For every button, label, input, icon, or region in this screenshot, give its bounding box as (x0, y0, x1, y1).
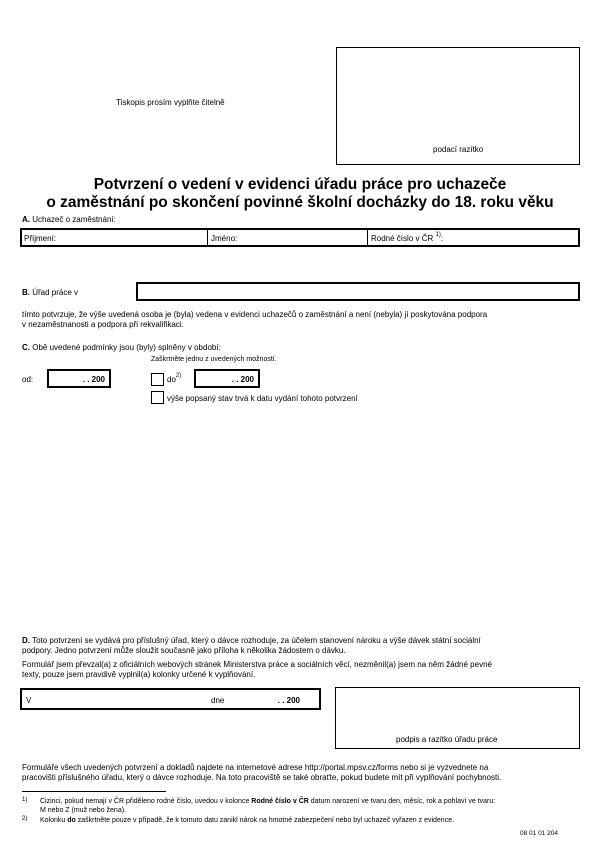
birth-number-field[interactable]: Rodné číslo v ČR $^{1)}$: (371, 232, 444, 243)
ongoing-label: výše popsaný stav trvá k datu vydání tohoto potvrzení (167, 394, 358, 403)
footnote-2-text: Kolonku do zaškrtněte pouze v případě, že k tomuto datu zanikl nárok na hmotné zabezpečení nebo byl uchazeč vyřazen z evidence. (40, 817, 455, 824)
from-date-value: . . 200 (82, 375, 105, 384)
section-d-line1: D. Toto potvrzení se vydává pro příslušný úřad, který o dávce rozhoduje, za účelem stanovení nároku a výše dávek státní sociální (22, 636, 481, 645)
from-date-field[interactable] (47, 369, 111, 388)
surname-field[interactable]: Příjmení: (24, 234, 57, 243)
form-note-line2: texty, pouze jsem pravdivě vyplnil(a) kolonky určené k vyplňování. (22, 670, 256, 679)
filing-stamp-label: podací razítko (433, 145, 484, 154)
to-date-value: . . 200 (231, 375, 254, 384)
to-date-field[interactable] (194, 369, 260, 388)
section-a-heading: A. Uchazeč o zaměstnání: (22, 215, 116, 224)
page-title-line1: Potvrzení o vedení v evidenci úřadu práce pro uchazeče (93, 176, 507, 193)
signature-stamp-box[interactable] (335, 687, 580, 749)
section-b-statement-line1: tímto potvrzuje, že výše uvedená osoba je (byla) vedena v evidenci uchazečů o zaměstnání a není (nebyla) jí poskytována podpora (22, 310, 488, 319)
firstname-field[interactable]: Jméno: (211, 234, 238, 243)
section-b-heading: B. Úřad práce v (22, 288, 79, 297)
place-field[interactable]: V (26, 696, 32, 705)
form-code: 08 01 01 204 (520, 830, 558, 837)
section-b-statement-line2: v nezaměstnanosti a podpora při rekvalifikaci. (22, 320, 184, 329)
ongoing-checkbox[interactable] (151, 391, 164, 404)
page-title-line2: o zaměstnání po skončení povinné školní docházky do 18. roku věku (46, 194, 554, 211)
footnote-2-mark: 2) (22, 816, 28, 822)
footnote-1-mark: 1) (22, 797, 28, 803)
date-field[interactable]: . . 200 (277, 696, 300, 705)
form-note-line1: Formulář jsem převzal(a) z oficiálních webových stránek Ministerstva práce a sociálních věcí, nezměnil(a) jsem na něm žádné pevné (22, 660, 492, 669)
date-label: dne (211, 696, 225, 705)
fill-legibly-instruction: Tiskopis prosím vyplňte čitelně (116, 98, 225, 107)
footnote-1-line2: M nebo Z (muž nebo žena). (40, 807, 126, 814)
footer-note-line2: pracovišti příslušného úřadu, který o dávce rozhoduje. Na toto pracoviště se také obraťte, pokud budete mít při vyplňování pochybnosti. (22, 773, 502, 782)
signature-stamp-label: podpis a razítko úřadu práce (396, 735, 498, 744)
labour-office-field[interactable] (136, 282, 580, 301)
from-label: od: (22, 375, 34, 384)
footnote-1-text: Cizinci, pokud nemají v ČR přiděleno rodné číslo, uvedou v kolonce Rodné číslo v ČR datum narození ve tvaru den, měsíc, rok a pohlaví ve tvaru: (40, 798, 496, 805)
section-c-hint: Zaškrtněte jednu z uvedených možností. (151, 356, 277, 363)
filing-stamp-box (336, 47, 580, 165)
section-c-heading: C. Obě uvedené podmínky jsou (byly) splněny v období: (22, 343, 221, 352)
footnote-divider (22, 791, 166, 792)
applicant-row (20, 228, 580, 247)
section-d-line2: podpory. Jedno potvrzení může sloužit současně jako příloha k několika žádostem o dávku. (22, 646, 346, 655)
footer-note-line1: Formuláře všech uvedených potvrzení a dokladů najdete na internetové adrese http://portal.mpsv.cz/forms nebo si je vyzvednete na (22, 763, 489, 772)
to-label: $do^{2)}$ (167, 373, 182, 384)
to-date-checkbox[interactable] (151, 373, 164, 386)
place-date-row (20, 688, 321, 710)
